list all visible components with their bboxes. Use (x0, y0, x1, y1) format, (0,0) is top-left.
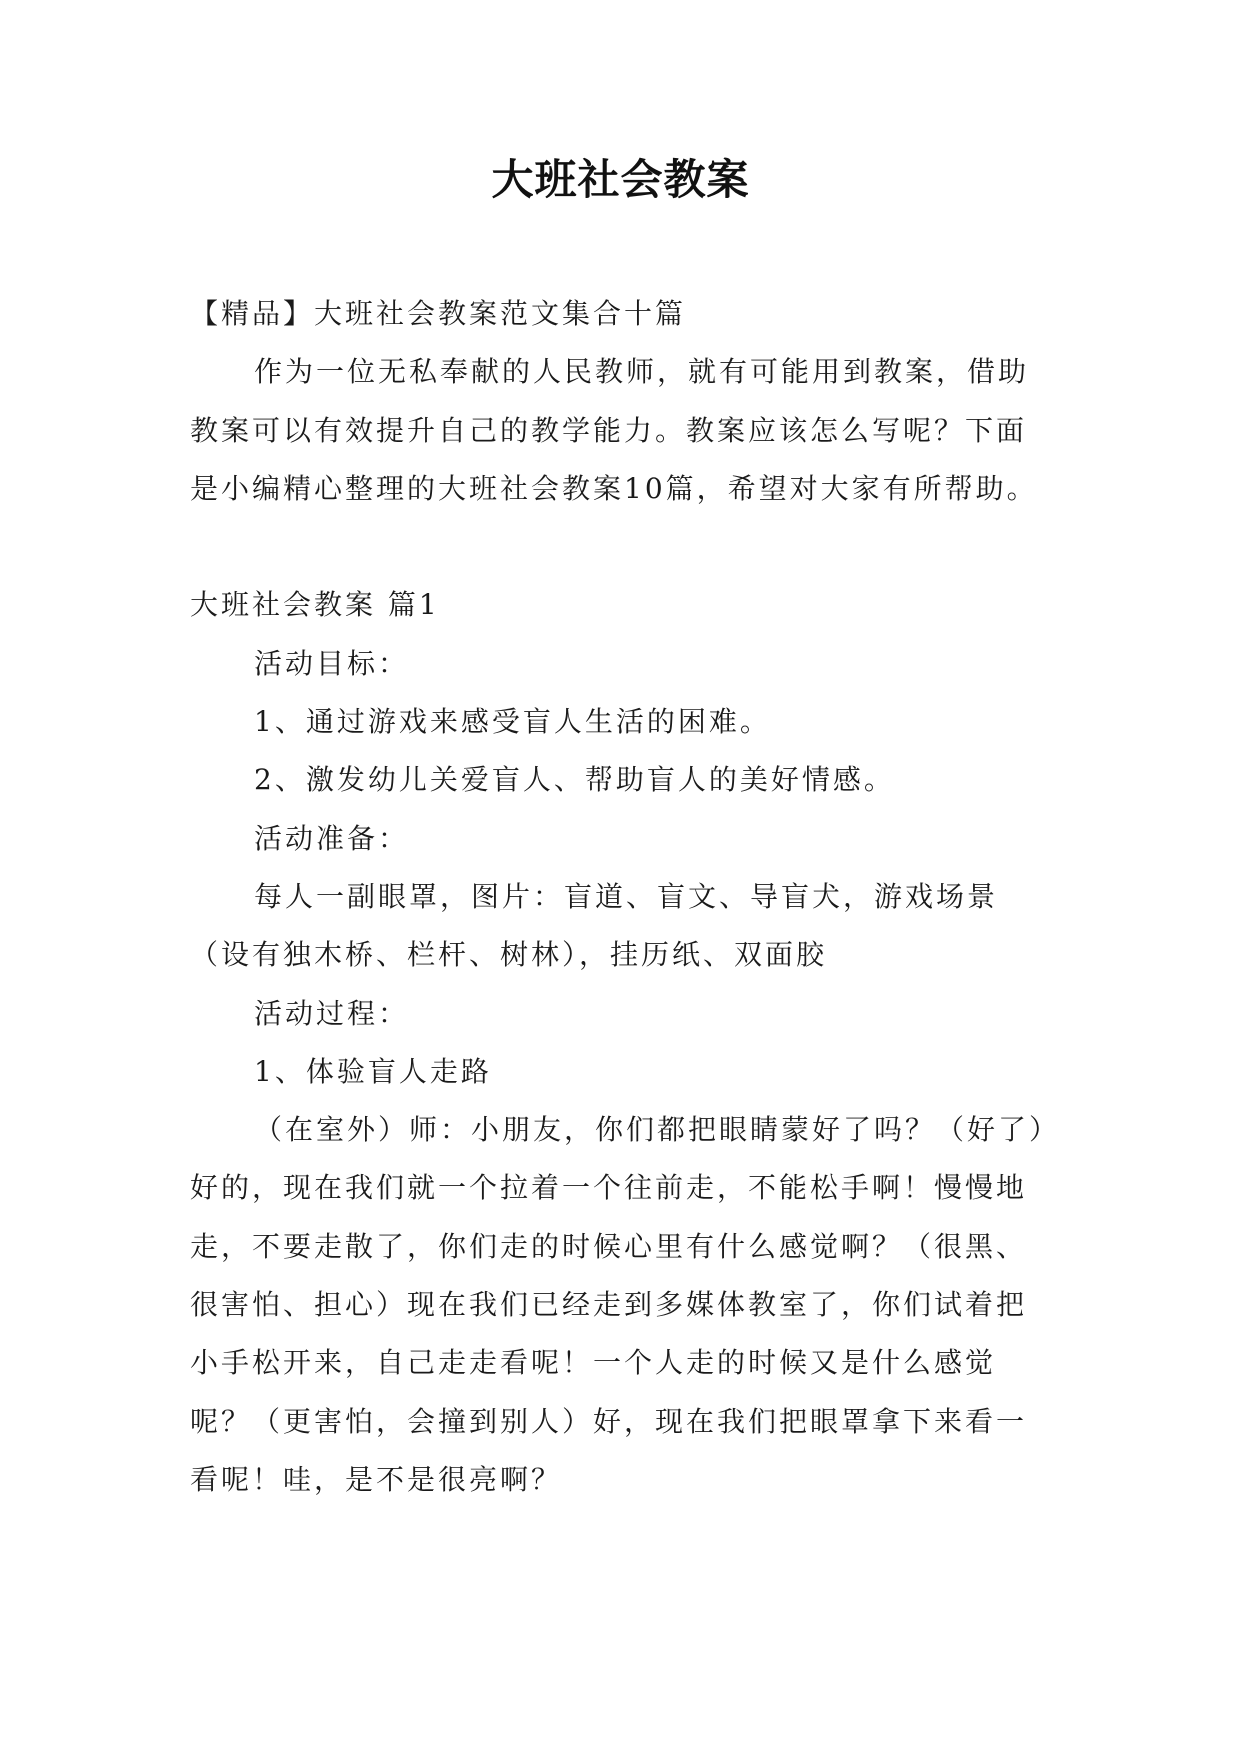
intro-paragraph: 作为一位无私奉献的人民教师，就有可能用到教案，借助教案可以有效提升自己的教学能力。教案应该怎么写呢？下面是小编精心整理的大班社会教案10篇，希望对大家有所帮助。 (190, 355, 1038, 505)
paragraph-goal-2: 2、激发幼儿关爱盲人、帮助盲人的美好情感。 (254, 763, 895, 797)
paragraph-goal-1: 1、通过游戏来感受盲人生活的困难。 (254, 705, 771, 739)
paragraph-process-step-1: 1、体验盲人走路 (254, 1054, 492, 1088)
section-heading: 大班社会教案 篇1 (190, 588, 440, 622)
paragraph-process-heading: 活动过程： (254, 996, 410, 1030)
section-spacer (190, 518, 1052, 576)
paragraph-process-dialogue: （在室外）师：小朋友，你们都把眼睛蒙好了吗？（好了）好的，现在我们就一个拉着一个往前走，不能松手啊！慢慢地走，不要走散了，你们走的时候心里有什么感觉啊？（很黑、很害怕、担心）现在我们已经走到多媒体教室了，你们试着把小手松开来，自己走走看呢！一个人走的时候又是什么感觉呢？（更害怕，会撞到别人）好，现在我们把眼罩拿下来看一看呢！哇，是不是很亮啊？ (190, 1113, 1047, 1496)
paragraph-prep-heading: 活动准备： (254, 821, 410, 855)
document-subtitle: 【精品】大班社会教案范文集合十篇 (190, 297, 687, 330)
document-title: 大班社会教案 (491, 155, 750, 204)
paragraph-prep-content: 每人一副眼罩，图片：盲道、盲文、导盲犬，游戏场景（设有独木桥、栏杆、树林），挂历纸、双面胶 (190, 879, 999, 972)
document-body (190, 285, 1052, 1509)
paragraph-goal-heading: 活动目标： (254, 646, 410, 680)
